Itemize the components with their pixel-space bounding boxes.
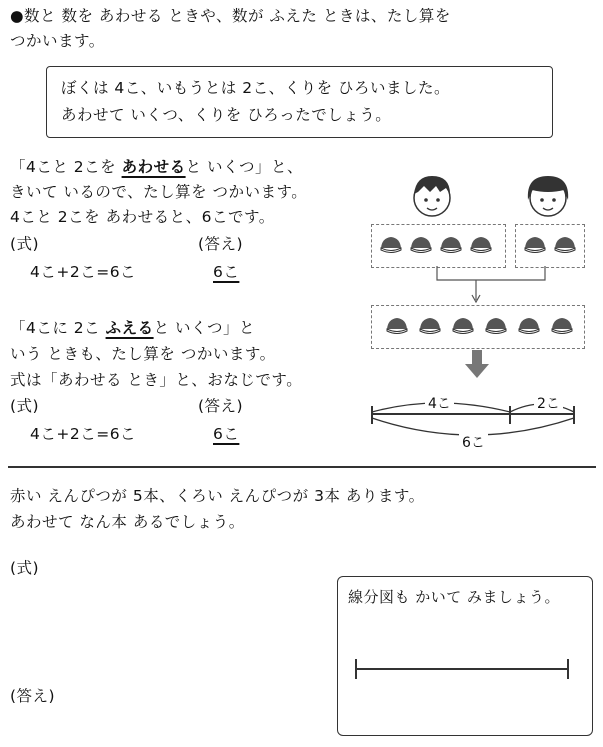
problem-line-2: あわせて いくつ、くりを ひろったでしょう。 — [61, 106, 392, 124]
boy-face-icon — [404, 168, 464, 222]
ex2-line-2: いう ときも、たし算を つかいます。 — [10, 345, 276, 363]
ex2-kotae-label: (答え) — [198, 397, 244, 415]
chestnut-icon — [554, 236, 576, 254]
girl-chestnut-group — [515, 224, 585, 268]
exercise-kotae-label: (答え) — [10, 687, 56, 705]
ex2-question — [10, 318, 255, 339]
intro-line-1: ●数と 数を あわせる ときや、数が ふえた ときは、たし算を — [10, 7, 451, 25]
ex1-shiki-label: (式) — [10, 235, 40, 253]
ex1-question — [10, 157, 303, 178]
chestnut-icon — [485, 317, 507, 335]
section-divider — [8, 466, 596, 468]
problem-box — [46, 66, 553, 138]
chestnut-icon — [419, 317, 441, 335]
segment-label-right: 2こ — [534, 393, 563, 413]
empty-line-segment[interactable] — [354, 655, 576, 685]
ex2-line-3: 式は「あわせる とき」と、おなじです。 — [10, 371, 303, 389]
exercise-shiki-label: (式) — [10, 559, 40, 577]
ex1-line-2: きいて いるので、たし算を つかいます。 — [10, 183, 308, 201]
line-diagram-practice-box — [337, 576, 593, 736]
ex2-q-open: 「4こに 2こ — [10, 319, 106, 337]
practice-box-prompt: 線分図も かいて みましょう。 — [348, 588, 561, 606]
chestnut-icon — [380, 236, 402, 254]
chestnut-icon — [440, 236, 462, 254]
chestnut-icon — [518, 317, 540, 335]
exercise-line-2: あわせて なん本 あるでしょう。 — [10, 513, 245, 531]
ex2-q-keyword: ふえる — [105, 319, 154, 337]
chestnut-icon — [410, 236, 432, 254]
chestnut-icon — [551, 317, 573, 335]
chestnut-icon — [524, 236, 546, 254]
segment-label-total: 6こ — [459, 432, 488, 452]
total-chestnut-group — [371, 305, 585, 349]
down-arrow-icon — [464, 350, 490, 380]
ex1-q-keyword: あわせる — [121, 158, 186, 176]
ex2-answer: 6こ — [213, 425, 240, 443]
chestnut-icon — [386, 317, 408, 335]
ex2-q-close: と いくつ」と — [153, 319, 256, 337]
chestnut-icon — [452, 317, 474, 335]
ex1-formula: 4こ+2こ=6こ — [30, 263, 137, 281]
ex1-q-open: 「4こと 2こを — [10, 158, 122, 176]
ex1-kotae-label: (答え) — [198, 235, 244, 253]
ex1-answer: 6こ — [213, 263, 240, 281]
chestnut-icon — [470, 236, 492, 254]
problem-line-1: ぼくは 4こ、いもうとは 2こ、くりを ひろいました。 — [61, 79, 451, 97]
ex2-shiki-label: (式) — [10, 397, 40, 415]
boy-chestnut-group — [371, 224, 506, 268]
merge-bracket — [370, 266, 584, 306]
girl-face-icon — [518, 168, 578, 222]
ex1-line-3: 4こと 2こを あわせると、6こです。 — [10, 208, 275, 226]
ex1-q-close: と いくつ」と、 — [185, 158, 304, 176]
exercise-line-1: 赤い えんぴつが 5本、くろい えんぴつが 3本 あります。 — [10, 487, 425, 505]
ex2-formula: 4こ+2こ=6こ — [30, 425, 137, 443]
segment-label-left: 4こ — [425, 393, 454, 413]
intro-line-2: つかいます。 — [10, 32, 105, 50]
